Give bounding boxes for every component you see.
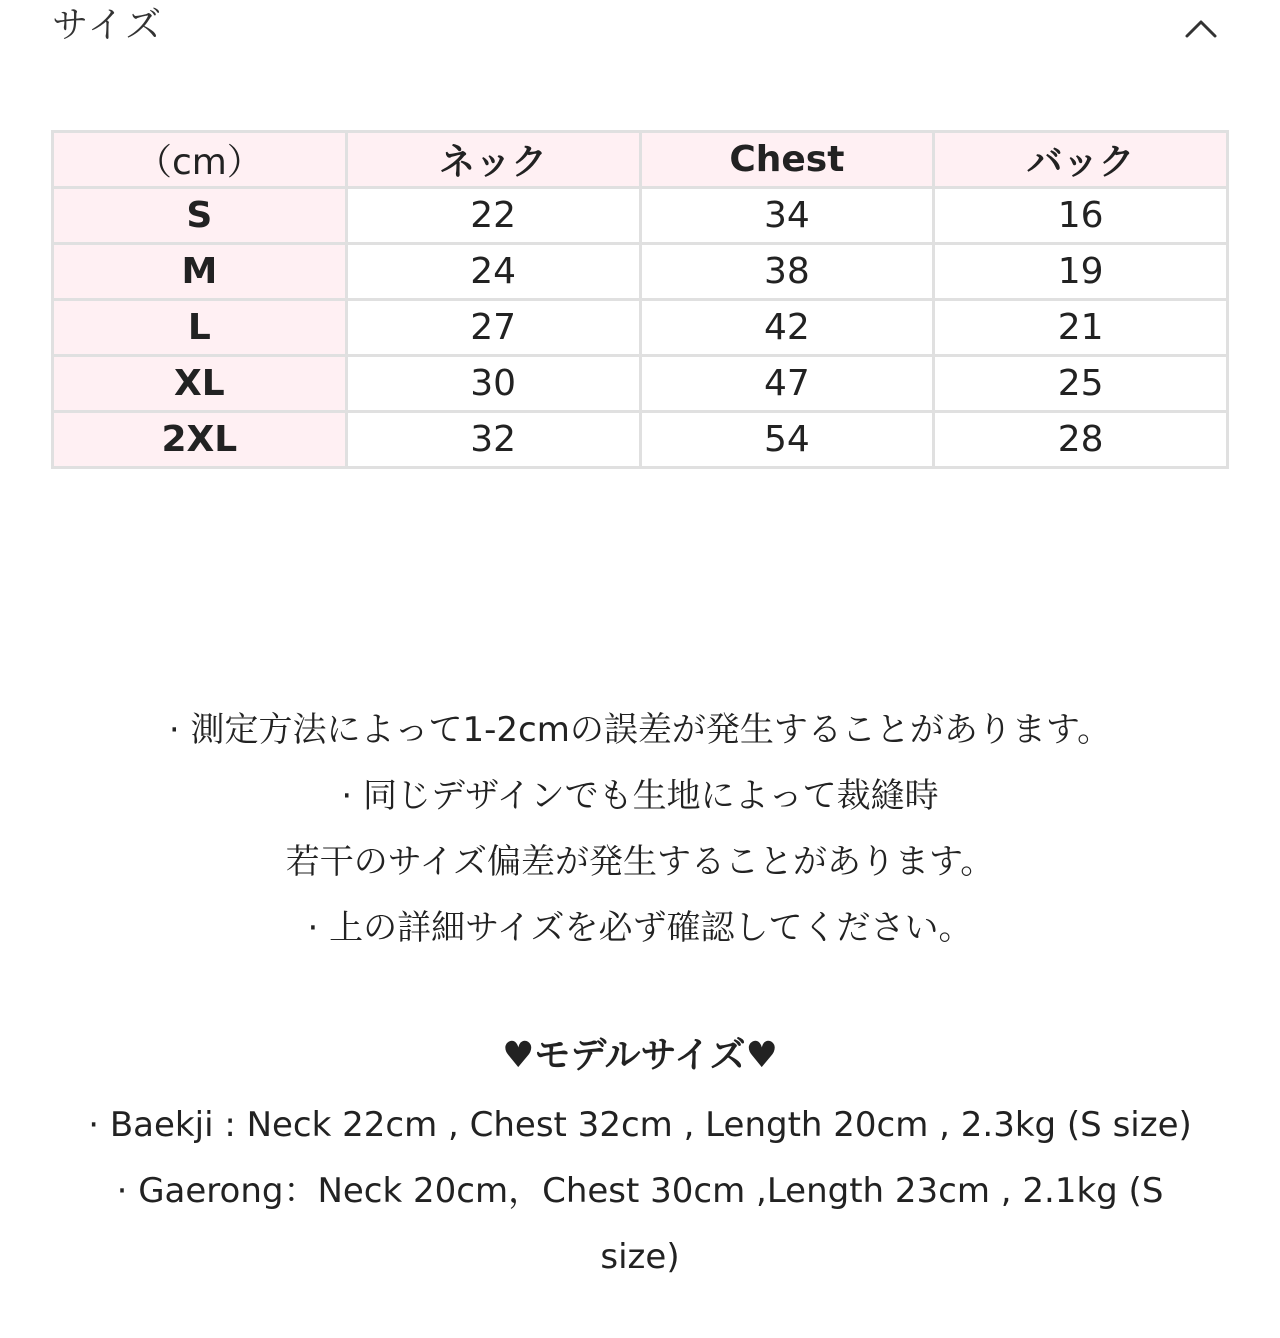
model-line-gaerong-continued: size): [600, 1237, 680, 1277]
model-size-section: [0, 1026, 1280, 1290]
chest-value-cell: 54: [640, 412, 934, 468]
section-title: サイズ: [52, 5, 164, 46]
size-label-cell: 2XL: [53, 412, 347, 468]
measurement-notes: [0, 697, 1280, 961]
collapse-toggle-button[interactable]: [1176, 8, 1226, 48]
header-cell-chest: Chest: [640, 132, 934, 188]
header-cell-unit: （cm）: [53, 132, 347, 188]
neck-value-cell: 27: [346, 300, 640, 356]
neck-value-cell: 30: [346, 356, 640, 412]
model-line-gaerong: · Gaerong：Neck 20cm，Chest 30cm ,Length 23cm , 2.1kg (S: [116, 1171, 1164, 1211]
back-value-cell: 25: [934, 356, 1228, 412]
table-row: [53, 188, 1228, 244]
model-line-baekji: · Baekji : Neck 22cm , Chest 32cm , Length 20cm , 2.3kg (S size): [88, 1105, 1192, 1145]
chest-value-cell: 38: [640, 244, 934, 300]
back-value-cell: 19: [934, 244, 1228, 300]
chest-value-cell: 42: [640, 300, 934, 356]
size-label-cell: XL: [53, 356, 347, 412]
note-line: · 測定方法によって1-2cmの誤差が発生することがあります。: [168, 710, 1112, 750]
size-table: [51, 130, 1229, 469]
note-line: 若干のサイズ偏差が発生することがあります。: [285, 842, 995, 882]
back-value-cell: 28: [934, 412, 1228, 468]
table-row: [53, 412, 1228, 468]
chest-value-cell: 47: [640, 356, 934, 412]
neck-value-cell: 24: [346, 244, 640, 300]
back-value-cell: 21: [934, 300, 1228, 356]
size-section-header[interactable]: [0, 0, 1280, 60]
header-cell-neck: ネック: [346, 132, 640, 188]
note-line: · 同じデザインでも生地によって裁縫時: [341, 776, 939, 816]
chevron-up-icon: [1176, 8, 1226, 48]
size-label-cell: S: [53, 188, 347, 244]
neck-value-cell: 22: [346, 188, 640, 244]
table-header-row: [53, 132, 1228, 188]
table-row: [53, 300, 1228, 356]
note-line: · 上の詳細サイズを必ず確認してください。: [307, 908, 973, 948]
header-cell-back: バック: [934, 132, 1228, 188]
model-size-title: ♥モデルサイズ♥: [502, 1035, 778, 1076]
neck-value-cell: 32: [346, 412, 640, 468]
size-label-cell: L: [53, 300, 347, 356]
size-label-cell: M: [53, 244, 347, 300]
table-row: [53, 244, 1228, 300]
table-row: [53, 356, 1228, 412]
chest-value-cell: 34: [640, 188, 934, 244]
back-value-cell: 16: [934, 188, 1228, 244]
